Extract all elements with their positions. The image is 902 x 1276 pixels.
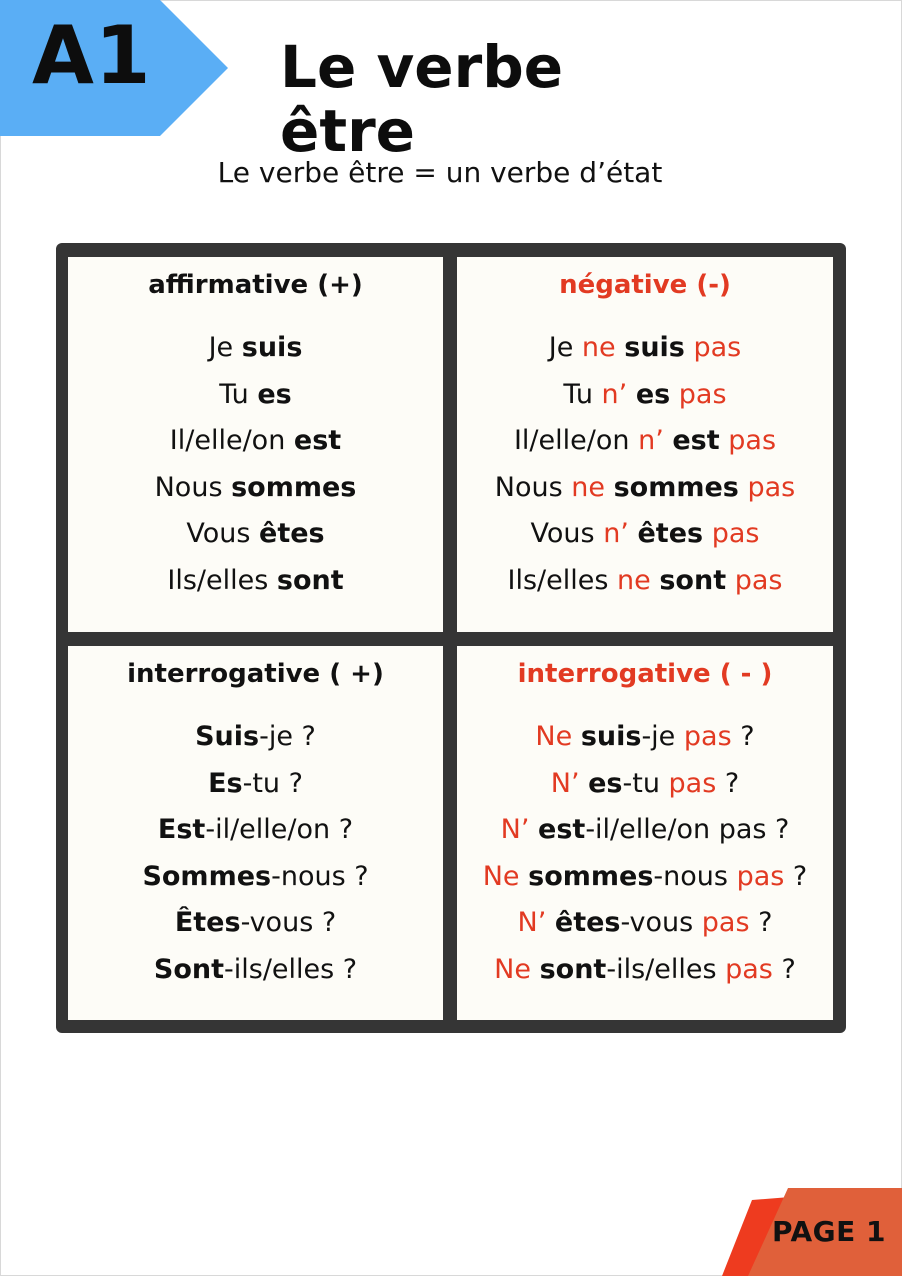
line-text: Tu xyxy=(563,378,602,410)
negation-particle: Ne xyxy=(494,953,531,985)
negation-particle: pas xyxy=(736,860,785,892)
line-text: -vous ? xyxy=(240,907,337,938)
negation-particle: ne xyxy=(617,564,651,596)
negation-particle: pas xyxy=(683,721,732,752)
line-text: -tu ? xyxy=(242,767,303,799)
verb-form: est xyxy=(538,814,586,845)
line-text xyxy=(529,814,538,845)
verb-form: Est xyxy=(157,814,206,845)
conjugation-line xyxy=(68,511,443,558)
conjugation-line xyxy=(457,854,833,901)
verb-form: sommes xyxy=(528,860,654,892)
line-text xyxy=(546,907,555,938)
line-text xyxy=(627,379,636,410)
line-text: ? xyxy=(749,907,773,938)
line-text: Ils/elles xyxy=(167,564,277,596)
page-number: PAGE 1 xyxy=(772,1215,886,1248)
negation-particle: Ne xyxy=(482,860,520,892)
line-text: -ils/elles ? xyxy=(224,953,358,985)
negation-particle: pas xyxy=(728,425,777,456)
negation-particle: n’ xyxy=(603,518,629,549)
conjugation-line xyxy=(457,511,833,558)
interrogative-negative-cell xyxy=(457,646,833,1020)
page-corner xyxy=(722,1188,902,1276)
conjugation-line xyxy=(457,807,833,854)
line-text xyxy=(531,954,540,985)
conjugation-line xyxy=(457,465,833,512)
verb-form: suis xyxy=(580,721,642,752)
line-text: ? xyxy=(772,953,796,985)
verb-form: êtes xyxy=(259,518,325,549)
line-text: -je xyxy=(641,721,684,752)
verb-form: Sont xyxy=(153,953,224,985)
negation-particle: pas xyxy=(711,518,760,549)
line-text: Ils/elles xyxy=(507,564,618,596)
line-text: ? xyxy=(716,767,740,799)
interrogative-negative-lines xyxy=(457,714,833,993)
verb-form: sont xyxy=(659,564,727,596)
negation-particle: pas xyxy=(701,907,750,938)
conjugation-line xyxy=(68,558,443,605)
affirmative-lines xyxy=(68,325,443,604)
line-text: Il/elle/on xyxy=(513,425,639,456)
verb-form: est xyxy=(293,425,342,456)
verb-form: sont xyxy=(539,953,607,985)
conjugation-line xyxy=(457,714,833,761)
verb-form: es xyxy=(257,378,292,410)
conjugation-line xyxy=(457,325,833,372)
interrogative-negative-heading: interrogative ( - ) xyxy=(517,659,773,689)
conjugation-line xyxy=(457,558,833,605)
verb-form: êtes xyxy=(637,518,704,549)
line-text: Vous xyxy=(186,518,260,549)
negation-particle: pas xyxy=(734,564,783,596)
verb-form: Es xyxy=(208,767,243,799)
verb-form: sommes xyxy=(231,471,357,503)
conjugation-line xyxy=(68,325,443,372)
verb-form: sont xyxy=(276,564,344,596)
verb-form: êtes xyxy=(554,907,621,938)
negation-particle: Ne xyxy=(535,721,573,752)
conjugation-line xyxy=(457,900,833,947)
verb-form: suis xyxy=(624,332,685,363)
negation-particle: pas xyxy=(725,953,773,985)
line-text: ? xyxy=(731,721,755,752)
line-text xyxy=(572,721,581,752)
verb-form: es xyxy=(635,378,671,410)
line-text: -ils/elles xyxy=(606,953,726,985)
negation-particle: ne xyxy=(571,471,605,503)
line-text: -je ? xyxy=(259,721,316,752)
level-label: A1 xyxy=(32,9,152,102)
line-text xyxy=(703,518,712,549)
line-text: Nous xyxy=(494,471,572,503)
conjugation-line xyxy=(457,947,833,994)
page-subtitle: Le verbe être = un verbe d’état xyxy=(217,156,663,189)
level-badge xyxy=(0,0,228,136)
line-text: -nous xyxy=(653,860,737,892)
negation-particle: N’ xyxy=(550,767,580,799)
line-text xyxy=(605,472,614,503)
interrogative-positive-lines xyxy=(68,714,443,993)
conjugation-line xyxy=(68,418,443,465)
verb-form: suis xyxy=(241,332,303,363)
negation-particle: ne xyxy=(581,332,616,363)
verb-form: sommes xyxy=(613,471,739,503)
line-text: -il/elle/on pas ? xyxy=(585,814,790,845)
negation-particle: N’ xyxy=(500,814,530,845)
line-text xyxy=(670,379,679,410)
negation-particle: pas xyxy=(747,471,796,503)
conjugation-line xyxy=(68,947,443,994)
negation-particle: pas xyxy=(668,767,717,799)
negation-particle: n’ xyxy=(601,378,628,410)
conjugation-line xyxy=(68,900,443,947)
negative-heading: négative (-) xyxy=(559,270,731,300)
verb-form: es xyxy=(588,767,623,799)
negation-particle: pas xyxy=(693,332,742,363)
line-text: -il/elle/on ? xyxy=(205,814,354,845)
line-text xyxy=(520,861,529,892)
line-text xyxy=(726,565,735,596)
negation-particle: pas xyxy=(678,378,727,410)
interrogative-positive-cell xyxy=(68,646,443,1020)
conjugation-line xyxy=(68,465,443,512)
negative-cell xyxy=(457,257,833,632)
line-text: Je xyxy=(548,332,582,363)
line-text: Tu xyxy=(219,378,258,410)
line-text: Je xyxy=(208,332,242,363)
verb-form: Sommes xyxy=(142,860,272,892)
verb-form: Suis xyxy=(195,721,260,752)
conjugation-line xyxy=(457,418,833,465)
conjugation-line xyxy=(68,761,443,808)
line-text: Vous xyxy=(530,518,604,549)
conjugation-line xyxy=(68,372,443,419)
page-title: Le verbe être xyxy=(280,33,564,165)
interrogative-positive-heading: interrogative ( +) xyxy=(127,659,384,689)
negation-particle: n’ xyxy=(638,425,664,456)
line-text xyxy=(720,425,729,456)
affirmative-cell xyxy=(68,257,443,632)
line-text: Il/elle/on xyxy=(169,425,294,456)
line-text: -tu xyxy=(622,767,669,799)
negation-particle: N’ xyxy=(517,907,547,938)
line-text xyxy=(580,768,589,799)
conjugation-line xyxy=(68,854,443,901)
verb-form: est xyxy=(672,425,720,456)
line-text: -nous ? xyxy=(271,860,369,892)
affirmative-heading: affirmative (+) xyxy=(148,270,363,300)
line-text: ? xyxy=(784,860,808,892)
line-text xyxy=(616,332,625,363)
conjugation-line xyxy=(457,372,833,419)
line-text: Nous xyxy=(154,471,232,503)
verb-form: Êtes xyxy=(174,907,241,938)
conjugation-line xyxy=(68,807,443,854)
line-text: -vous xyxy=(620,907,702,938)
conjugation-table xyxy=(56,243,846,1033)
conjugation-line xyxy=(68,714,443,761)
negative-lines xyxy=(457,325,833,604)
conjugation-line xyxy=(457,761,833,808)
